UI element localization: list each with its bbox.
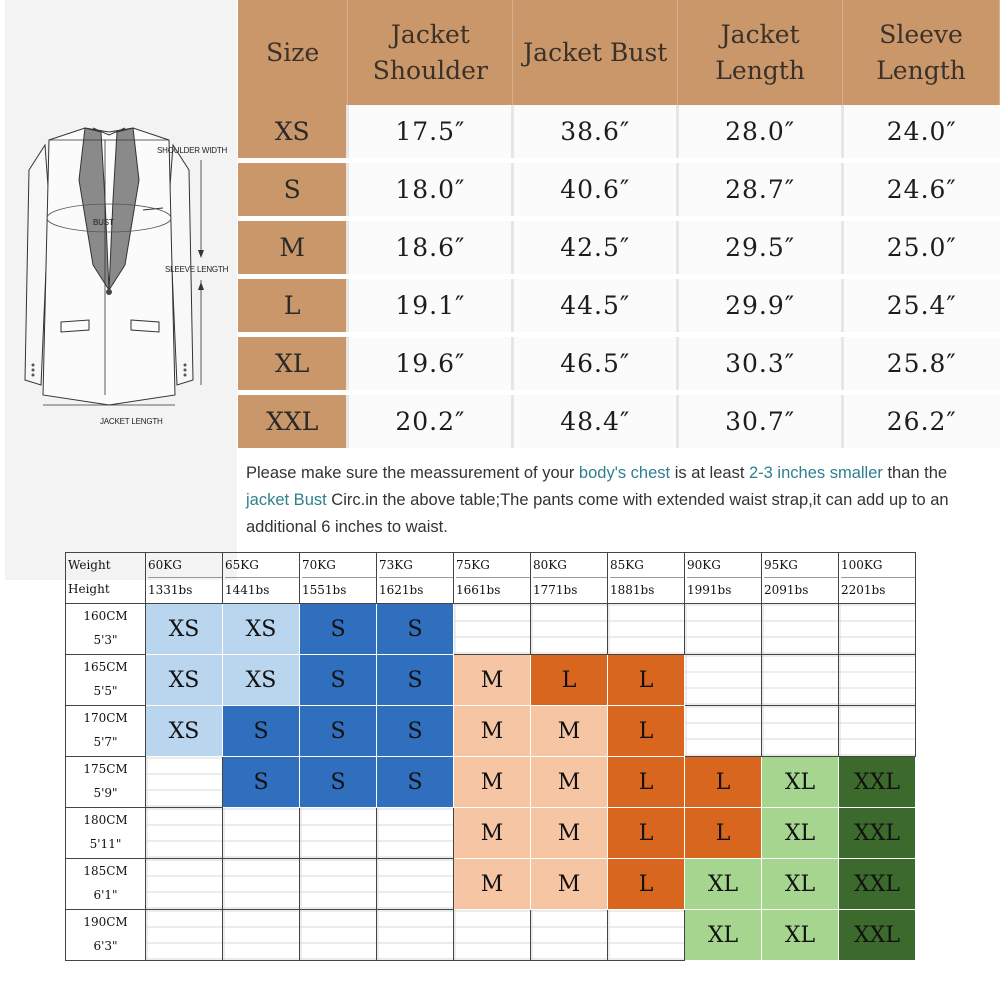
chart-row (66, 706, 916, 757)
measurement-note (246, 460, 991, 541)
measurement-cell: 18.0″ (348, 161, 513, 219)
measurement-cell: 42.5″ (513, 219, 678, 277)
size-recommendation-cell: L (685, 808, 762, 859)
measurement-cell: 30.7″ (678, 393, 843, 451)
weight-header-cell (377, 553, 454, 604)
size-recommendation-cell (839, 706, 916, 757)
size-recommendation-cell: XL (762, 910, 839, 961)
height-ft: 5'9" (93, 786, 118, 800)
size-recommendation-cell (608, 910, 685, 961)
size-row (238, 105, 1000, 161)
size-recommendation-cell (762, 706, 839, 757)
note-highlight-inches: 2-3 inches smaller (749, 464, 883, 482)
weight-lbs: 1661bs (456, 577, 530, 602)
size-recommendation-cell (685, 706, 762, 757)
size-recommendation-cell (454, 910, 531, 961)
weight-lbs: 1621bs (379, 577, 453, 602)
measurement-cell: 25.0″ (843, 219, 1000, 277)
weight-lbs: 1441bs (225, 577, 299, 602)
size-recommendation-cell: XL (762, 808, 839, 859)
size-recommendation-cell: L (608, 859, 685, 910)
shoulder-width-label: SHOULDER WIDTH (157, 146, 228, 155)
weight-kg: 95KG (764, 558, 798, 572)
size-recommendation-cell: M (531, 808, 608, 859)
size-recommendation-cell: M (454, 808, 531, 859)
measurement-cell: 46.5″ (513, 335, 678, 393)
weight-header-cell (531, 553, 608, 604)
header-jacket-shoulder: Jacket Shoulder (348, 0, 513, 105)
size-row (238, 161, 1000, 219)
measurement-cell: 19.6″ (348, 335, 513, 393)
chart-row (66, 859, 916, 910)
size-recommendation-cell: L (608, 757, 685, 808)
size-measurement-table (238, 0, 1000, 453)
jacket-diagram (5, 0, 237, 580)
size-recommendation-cell (762, 655, 839, 706)
size-cell: XXL (238, 393, 348, 451)
weight-lbs: 2201bs (841, 577, 915, 602)
size-recommendation-cell (146, 808, 223, 859)
weight-header-cell (223, 553, 300, 604)
size-recommendation-cell: XS (146, 655, 223, 706)
weight-header-cell (762, 553, 839, 604)
note-text-4: Circ.in the above table;The pants come with extended waist strap,it can add up to an additional 6 inches to waist. (246, 491, 949, 536)
size-row (238, 219, 1000, 277)
height-header-cell (66, 808, 146, 859)
chart-corner-cell (66, 553, 146, 604)
note-text-1: Please make sure the meassurement of your (246, 464, 579, 482)
weight-label: Weight (68, 558, 111, 572)
size-recommendation-cell (839, 604, 916, 655)
size-recommendation-cell: L (608, 808, 685, 859)
size-recommendation-cell: M (454, 859, 531, 910)
chart-row (66, 757, 916, 808)
size-row (238, 277, 1000, 335)
note-text-2: is at least (670, 464, 749, 482)
size-recommendation-cell: M (531, 859, 608, 910)
size-cell: XL (238, 335, 348, 393)
height-ft: 5'7" (93, 735, 118, 749)
size-recommendation-cell (300, 910, 377, 961)
size-recommendation-cell (223, 859, 300, 910)
size-recommendation-cell: S (377, 655, 454, 706)
height-cm: 165CM (83, 660, 128, 674)
size-recommendation-cell: XXL (839, 910, 916, 961)
size-recommendation-cell: XS (223, 604, 300, 655)
height-header-cell (66, 859, 146, 910)
size-recommendation-cell: S (300, 757, 377, 808)
weight-lbs: 1991bs (687, 577, 761, 602)
height-cm: 180CM (83, 813, 128, 827)
height-cm: 175CM (83, 762, 128, 776)
height-cm: 185CM (83, 864, 128, 878)
measurement-cell: 40.6″ (513, 161, 678, 219)
note-highlight-bust: jacket Bust (246, 491, 327, 509)
header-sleeve-length: Sleeve Length (843, 0, 1000, 105)
height-ft: 6'1" (93, 888, 118, 902)
weight-lbs: 1881bs (610, 577, 684, 602)
weight-header-cell (685, 553, 762, 604)
size-recommendation-chart (65, 552, 916, 961)
note-text-3: than the (882, 464, 948, 482)
chart-header-row (66, 553, 916, 604)
weight-kg: 70KG (302, 558, 336, 572)
height-cm: 160CM (83, 609, 128, 623)
measurement-cell: 18.6″ (348, 219, 513, 277)
height-ft: 5'5" (93, 684, 118, 698)
measurement-cell: 48.4″ (513, 393, 678, 451)
size-recommendation-cell: L (685, 757, 762, 808)
weight-lbs: 1331bs (148, 577, 222, 602)
size-recommendation-cell (223, 910, 300, 961)
height-header-cell (66, 910, 146, 961)
measurement-cell: 28.0″ (678, 105, 843, 161)
size-recommendation-cell: S (223, 757, 300, 808)
jacket-illustration (5, 0, 237, 580)
measurement-cell: 20.2″ (348, 393, 513, 451)
sleeve-length-label: SLEEVE LENGTH (165, 265, 229, 274)
size-cell: L (238, 277, 348, 335)
size-recommendation-cell: S (300, 604, 377, 655)
size-recommendation-cell (454, 604, 531, 655)
measurement-cell: 38.6″ (513, 105, 678, 161)
jacket-length-label: JACKET LENGTH (100, 417, 163, 426)
size-table-header (238, 0, 1000, 105)
weight-kg: 60KG (148, 558, 182, 572)
size-recommendation-cell (300, 859, 377, 910)
weight-lbs: 1551bs (302, 577, 376, 602)
height-ft: 5'11" (89, 837, 122, 851)
measurement-cell: 26.2″ (843, 393, 1000, 451)
size-recommendation-cell (377, 910, 454, 961)
size-recommendation-cell: XXL (839, 757, 916, 808)
size-recommendation-cell (685, 655, 762, 706)
measurement-cell: 24.6″ (843, 161, 1000, 219)
weight-lbs: 1771bs (533, 577, 607, 602)
header-size: Size (238, 0, 348, 105)
size-recommendation-cell: XL (685, 859, 762, 910)
size-recommendation-cell (608, 604, 685, 655)
size-recommendation-cell: XS (146, 706, 223, 757)
measurement-cell: 30.3″ (678, 335, 843, 393)
height-header-cell (66, 604, 146, 655)
measurement-cell: 24.0″ (843, 105, 1000, 161)
measurement-cell: 25.4″ (843, 277, 1000, 335)
size-recommendation-cell: M (531, 757, 608, 808)
size-recommendation-cell: M (454, 655, 531, 706)
weight-kg: 85KG (610, 558, 644, 572)
measurement-cell: 44.5″ (513, 277, 678, 335)
measurement-cell: 19.1″ (348, 277, 513, 335)
size-recommendation-cell (146, 757, 223, 808)
size-recommendation-cell (762, 604, 839, 655)
size-row (238, 393, 1000, 451)
size-recommendation-cell: XL (685, 910, 762, 961)
size-recommendation-cell: XXL (839, 808, 916, 859)
chart-row (66, 655, 916, 706)
size-recommendation-cell: M (454, 706, 531, 757)
measurement-cell: 25.8″ (843, 335, 1000, 393)
header-jacket-length: Jacket Length (678, 0, 843, 105)
size-recommendation-cell: S (377, 757, 454, 808)
size-recommendation-cell: L (531, 655, 608, 706)
size-recommendation-cell: L (608, 706, 685, 757)
size-recommendation-cell: XL (762, 757, 839, 808)
size-recommendation-cell: L (608, 655, 685, 706)
size-row (238, 335, 1000, 393)
chart-row (66, 910, 916, 961)
weight-kg: 90KG (687, 558, 721, 572)
height-label: Height (68, 582, 110, 596)
weight-header-cell (839, 553, 916, 604)
measurement-cell: 29.9″ (678, 277, 843, 335)
weight-header-cell (300, 553, 377, 604)
size-recommendation-cell: S (300, 706, 377, 757)
size-recommendation-cell: XXL (839, 859, 916, 910)
size-recommendation-cell (839, 655, 916, 706)
size-recommendation-cell (146, 859, 223, 910)
weight-kg: 75KG (456, 558, 490, 572)
size-recommendation-cell: XS (146, 604, 223, 655)
height-cm: 190CM (83, 915, 128, 929)
weight-lbs: 2091bs (764, 577, 838, 602)
size-recommendation-cell (531, 910, 608, 961)
weight-kg: 80KG (533, 558, 567, 572)
size-recommendation-cell: S (300, 655, 377, 706)
size-recommendation-cell (146, 910, 223, 961)
size-recommendation-cell: XS (223, 655, 300, 706)
size-cell: XS (238, 105, 348, 161)
measurement-cell: 28.7″ (678, 161, 843, 219)
height-ft: 6'3" (93, 939, 118, 953)
size-recommendation-cell: M (531, 706, 608, 757)
weight-header-cell (608, 553, 685, 604)
size-recommendation-cell (531, 604, 608, 655)
size-recommendation-cell: M (454, 757, 531, 808)
size-recommendation-cell (223, 808, 300, 859)
size-recommendation-cell (300, 808, 377, 859)
measurement-cell: 17.5″ (348, 105, 513, 161)
chart-row (66, 808, 916, 859)
size-recommendation-cell: S (223, 706, 300, 757)
size-recommendation-cell: S (377, 706, 454, 757)
weight-header-cell (454, 553, 531, 604)
height-header-cell (66, 706, 146, 757)
size-cell: S (238, 161, 348, 219)
size-recommendation-cell (377, 808, 454, 859)
height-cm: 170CM (83, 711, 128, 725)
note-highlight-chest: body's chest (578, 464, 671, 482)
weight-header-cell (146, 553, 223, 604)
weight-kg: 73KG (379, 558, 413, 572)
size-cell: M (238, 219, 348, 277)
height-header-cell (66, 757, 146, 808)
header-jacket-bust: Jacket Bust (513, 0, 678, 105)
chart-row (66, 604, 916, 655)
bust-label: BUST (93, 218, 114, 227)
size-recommendation-cell: S (377, 604, 454, 655)
measurement-cell: 29.5″ (678, 219, 843, 277)
height-ft: 5'3" (93, 633, 118, 647)
weight-kg: 100KG (841, 558, 883, 572)
size-recommendation-cell (685, 604, 762, 655)
height-header-cell (66, 655, 146, 706)
weight-kg: 65KG (225, 558, 259, 572)
size-recommendation-cell (377, 859, 454, 910)
size-recommendation-cell: XL (762, 859, 839, 910)
